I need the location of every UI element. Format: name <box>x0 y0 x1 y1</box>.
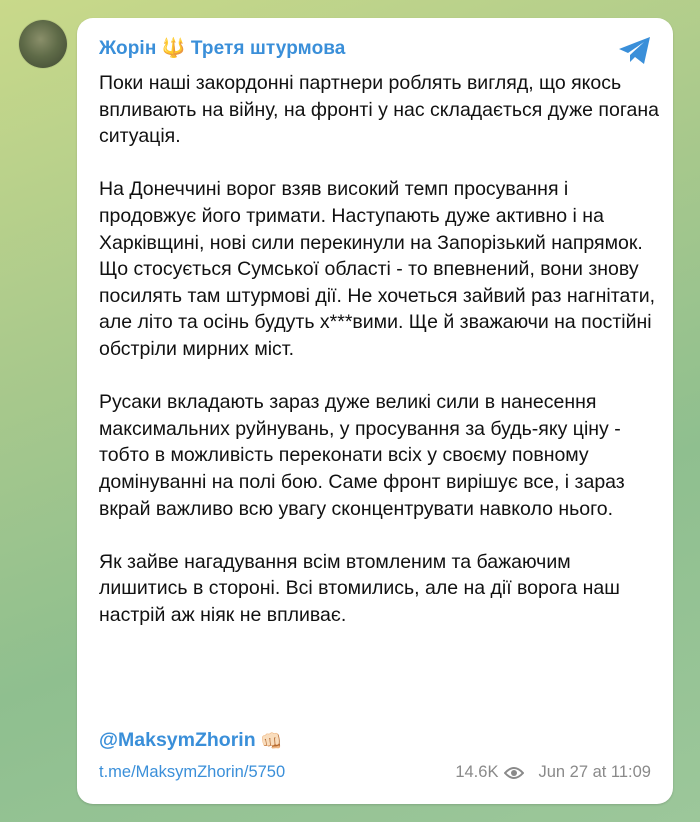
fist-emoji: 👊🏻 <box>260 731 283 751</box>
post-bubble <box>77 18 673 804</box>
post-meta <box>455 763 651 782</box>
post-paragraph: Поки наші закордонні партнери роблять вигляд, що якось впливають на війну, на фронті у нас складається дуже погана ситуація. <box>99 72 659 148</box>
telegram-share-icon[interactable] <box>617 35 653 67</box>
channel-avatar[interactable] <box>19 20 67 68</box>
mention-link[interactable]: @MaksymZhorin <box>99 729 256 751</box>
post-paragraph: Русаки вкладають зараз дуже великі сили в нанесення максимальних руйнувань, у просування за будь-яку ціну - тобто в можливість переконати всіх у своєму повному домінуванні на полі бою. Саме фронт вирішує все, і зараз вкрай важливо всю увагу сконцентрувати навколо нього. <box>99 391 625 520</box>
eye-icon <box>504 766 524 780</box>
channel-name[interactable]: Жорін 🔱 Третя штурмова <box>99 38 346 59</box>
post-paragraph: На Донеччині ворог взяв високий темп просування і продовжує його тримати. Наступають дуже активно і на Харківщині, нові сили перекинули на Запорізький напрямок. Що стосується Сумської області - то впевнений, вони знову посилять там штурмові дії. Не хочеться зайвий раз нагнітати, але літо та осінь будуть х***вими. Ще й зважаючи на постійні обстріли мирних міст. <box>99 178 656 360</box>
post-link[interactable]: t.me/MaksymZhorin/5750 <box>99 763 286 781</box>
post-paragraph: Як зайве нагадування всім втомленим та бажаючим лишитись в стороні. Всі втомились, але на дії ворога наш настрій аж ніяк не впливає. <box>99 550 620 626</box>
post-text <box>99 70 659 628</box>
view-count: 14.6K <box>455 763 499 781</box>
post-date: Jun 27 at 11:09 <box>538 763 651 781</box>
